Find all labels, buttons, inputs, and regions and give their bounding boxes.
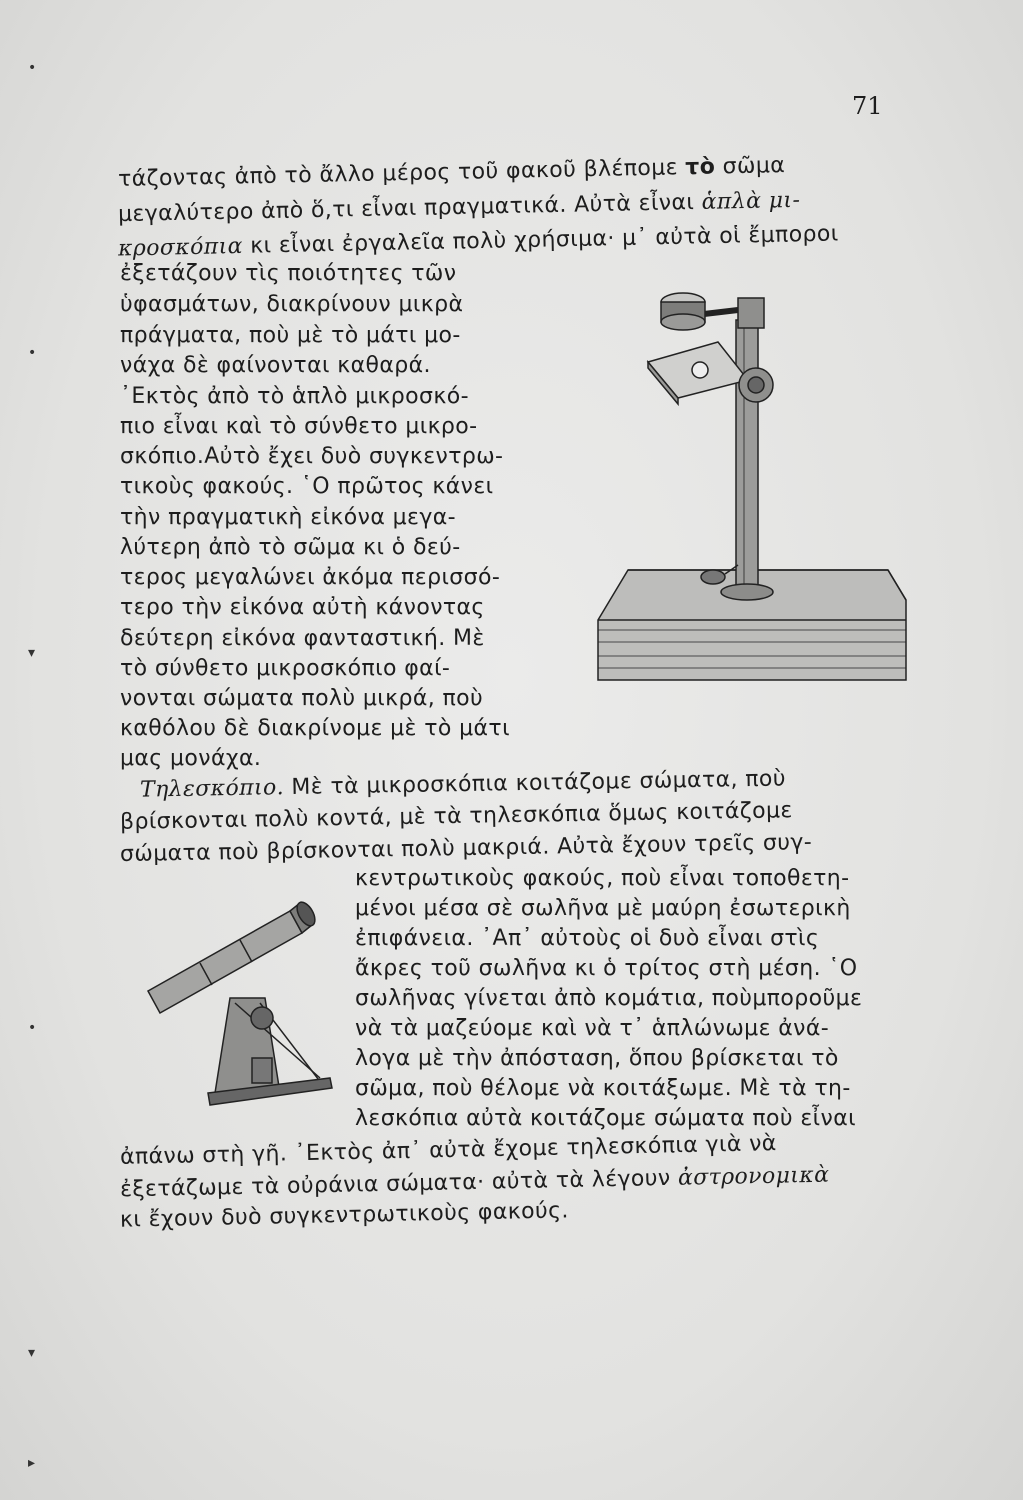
binding-hole-mark: ▾ (28, 645, 36, 661)
text-line: ἄκρες τοῦ σωλῆνα κι ὁ τρίτος στὴ μέση. ῾Ο (355, 956, 858, 981)
text-line: σωλῆνας γίνεται ἀπὸ κομάτια, ποὺμποροῦμε (355, 986, 863, 1011)
text-line: μας μονάχα. (120, 746, 262, 771)
binding-hole-mark: • (28, 1020, 37, 1036)
text-line: κροσκόπια κι εἶναι ἐργαλεῖα πολὺ χρήσιμα· μ᾿ αὐτὰ οἱ ἔμποροι (117, 221, 839, 262)
telescope-illustration (140, 893, 335, 1108)
text-line: τάζοντας ἀπὸ τὸ ἄλλο μέρος τοῦ φακοῦ βλέπομε τὸ σῶμα (117, 153, 786, 192)
text-line: τερος μεγαλώνει ἀκόμα περισσό- (120, 565, 501, 590)
text-line: δεύτερη εἰκόνα φανταστική. Μὲ (120, 626, 485, 651)
text-line: Τηλεσκόπιο. Μὲ τὰ μικροσκόπια κοιτάζομε σώματα, ποὺ (139, 766, 787, 803)
text-line: καθόλου δὲ διακρίνομε μὲ τὸ μάτι (120, 716, 510, 741)
text-line: νονται σώματα πολὺ μικρά, ποὺ (120, 686, 484, 711)
text-line: σῶμα, ποὺ θέλομε νὰ κοιτάξωμε. Μὲ τὰ τη- (355, 1076, 851, 1101)
text-line: κι ἔχουν δυὸ συγκεντρωτικοὺς φακούς. (119, 1198, 570, 1233)
binding-hole-mark: • (28, 345, 37, 361)
text-line: νὰ τὰ μαζεύομε καὶ νὰ τ᾿ ἁπλώνωμε ἀνά- (355, 1016, 830, 1041)
text-line: ἐξετάζωμε τὰ οὐράνια σώματα· αὐτὰ τὰ λέγουν ἀστρονομικὰ (119, 1162, 830, 1203)
text-line: μεγαλύτερο ἀπὸ ὅ,τι εἶναι πραγματικά. Αὐτὰ εἶναι ἁπλὰ μι- (117, 187, 801, 228)
compound-microscope-illustration (588, 280, 908, 690)
text-line: μένοι μέσα σὲ σωλῆνα μὲ μαύρη ἐσωτερικὴ (355, 896, 851, 921)
text-line: τικοὺς φακούς. ῾Ο πρῶτος κάνει (120, 474, 494, 499)
binding-hole-mark: ▸ (28, 1455, 36, 1471)
text-line: τερο τὴν εἰκόνα αὐτὴ κάνοντας (120, 595, 485, 620)
text-line: ᾿Εκτὸς ἀπὸ τὸ ἁπλὸ μικροσκό- (120, 384, 469, 409)
text-line: κεντρωτικοὺς φακούς, ποὺ εἶναι τοποθετη- (355, 866, 850, 891)
text-line: ἐξετάζουν τὶς ποιότητες τῶν (120, 261, 457, 286)
text-line: ἐπιφάνεια. ᾿Απ᾿ αὐτοὺς οἱ δυὸ εἶναι στὶς (355, 926, 820, 951)
text-line: πιο εἶναι καὶ τὸ σύνθετο μικρο- (120, 414, 478, 439)
text-line: νάχα δὲ φαίνονται καθαρά. (120, 353, 431, 378)
text-line: ἀπάνω στὴ γῆ. ᾿Εκτὸς ἀπ᾿ αὐτὰ ἔχομε τηλεσκόπια γιὰ νὰ (119, 1131, 777, 1170)
text-line: λογα μὲ τὴν ἀπόσταση, ὅπου βρίσκεται τὸ (355, 1046, 839, 1071)
text-line: λεσκόπια αὐτὰ κοιτάζομε σώματα ποὺ εἶναι (355, 1106, 856, 1131)
text-line: πράγματα, ποὺ μὲ τὸ μάτι μο- (120, 323, 461, 348)
text-line: τὴν πραγματικὴ εἰκόνα μεγα- (120, 505, 456, 530)
page-number: 71 (852, 92, 883, 120)
binding-hole-mark: • (28, 60, 37, 76)
text-line: λύτερη ἀπὸ τὸ σῶμα κι ὁ δεύ- (120, 535, 461, 560)
text-line: τὸ σύνθετο μικροσκόπιο φαί- (120, 656, 451, 681)
text-line: ὑφασμάτων, διακρίνουν μικρὰ (120, 292, 464, 317)
text-line: σώματα ποὺ βρίσκονται πολὺ μακριά. Αὐτὰ ἔχουν τρεῖς συγ- (119, 829, 813, 868)
binding-hole-mark: ▾ (28, 1345, 36, 1361)
text-line: σκόπιο.Αὐτὸ ἔχει δυὸ συγκεντρω- (120, 444, 504, 469)
text-line: βρίσκονται πολὺ κοντά, μὲ τὰ τηλεσκόπια ὅμως κοιτάζομε (119, 798, 793, 835)
